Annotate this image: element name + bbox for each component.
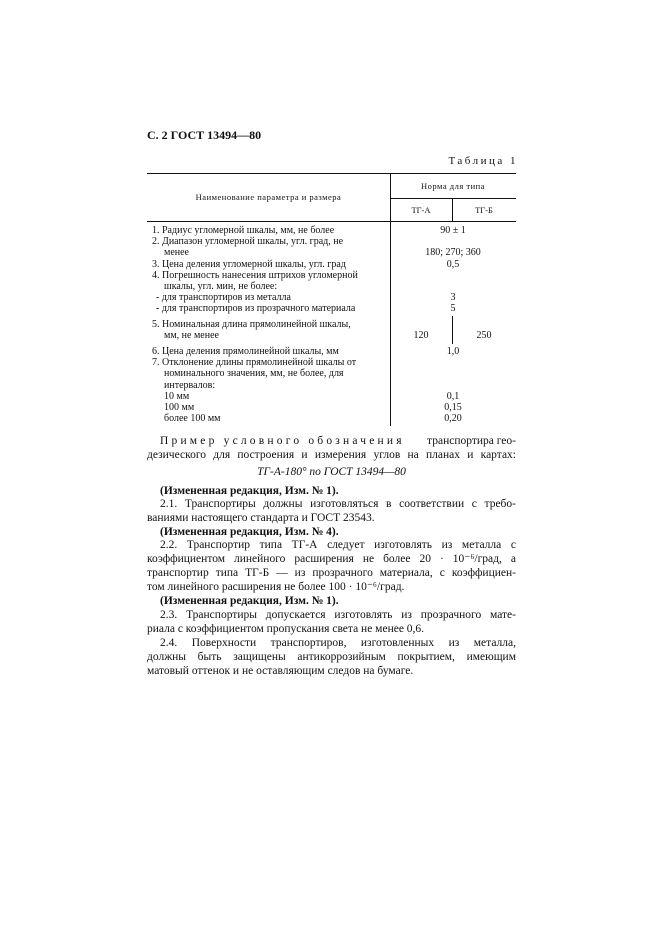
paragraph-line: должны быть защищены антикоррозийным покрытием, имеющим [147, 651, 516, 663]
value: 0,1 [446, 391, 460, 402]
paragraph-line: 2.1. Транспортиры должны изготовляться в соответствии с требо- [160, 498, 516, 510]
example-text: дезического для построения и измерения углов на планах и картах: [147, 449, 516, 461]
paragraph-line: риала с коэффициентом пропускания света не менее 0,6. [147, 623, 425, 635]
value: 250 [476, 330, 492, 341]
page-header: С. 2 ГОСТ 13494—80 [147, 128, 262, 142]
value: 1,0 [446, 346, 460, 357]
row-label: 10 мм [164, 391, 190, 402]
value: 120 [413, 330, 429, 341]
col-header-norm: Норма для типа [421, 181, 485, 191]
row-label: 7. Отклонение длины прямолинейной шкалы от [152, 357, 357, 368]
row-label: интервалов: [164, 380, 216, 391]
row-label: 2. Диапазон угломерной шкалы, угл. град, не [152, 236, 344, 247]
value: 5 [450, 303, 456, 314]
paragraph-line: 2.3. Транспортиры допускается изготовлять из прозрачного мате- [160, 609, 516, 621]
paragraph-line: 2.2. Транспортир типа ТГ-А следует изготовлять из металла с [160, 539, 516, 551]
table-caption: Таблица 1 [448, 155, 518, 167]
value: 3 [450, 292, 456, 303]
paragraph-line: 2.4. Поверхности транспортиров, изготовленных из металла, [160, 637, 516, 649]
col-header-tg-a: ТГ-А [411, 205, 431, 215]
row-label: 4. Погрешность нанесения штрихов угломерной [152, 270, 358, 281]
paragraph-line: том линейного расширения не более 100 · 10⁻⁶/град. [147, 581, 405, 593]
row-label: более 100 мм [164, 413, 221, 424]
row-label: менее [164, 247, 189, 258]
value: 90 ± 1 [440, 225, 466, 236]
row-label: 3. Цена деления угломерной шкалы, угл. град [152, 259, 346, 270]
amendment-note: (Измененная редакция, Изм. № 1). [160, 485, 339, 497]
row-label: - для транспортиров из прозрачного материала [156, 303, 356, 314]
paragraph-line: транспортир типа ТГ-Б — из прозрачного материала, с коэффициен- [147, 567, 516, 579]
row-label: 6. Цена деления прямолинейной шкалы, мм [152, 346, 339, 357]
amendment-note: (Измененная редакция, Изм. № 4). [160, 526, 339, 538]
example-text: транспортира гео- [427, 435, 516, 447]
example-heading: Пример условного обозначения [160, 435, 405, 447]
paragraph-line: ваниями настоящего стандарта и ГОСТ 23543. [147, 512, 375, 524]
row-label: мм, не менее [164, 330, 219, 341]
col-header-tg-b: ТГ-Б [475, 205, 493, 215]
row-label: 1. Радиус угломерной шкалы, мм, не более [152, 225, 335, 236]
value: 0,5 [446, 259, 460, 270]
amendment-note: (Измененная редакция, Изм. № 1). [160, 595, 339, 607]
row-label: 100 мм [164, 402, 195, 413]
row-label: шкалы, угл. мин, не более: [164, 281, 278, 292]
row-label: - для транспортиров из металла [156, 292, 291, 303]
designation: ТГ-А-180° по ГОСТ 13494—80 [257, 466, 406, 478]
value: 0,15 [444, 402, 462, 413]
row-label: 5. Номинальная длина прямолинейной шкалы, [152, 319, 351, 330]
paragraph-line: матовый оттенок и не оставляющим следов на бумаге. [147, 665, 414, 677]
col-header-param: Наименование параметра и размера [195, 192, 342, 202]
value: 180; 270; 360 [425, 247, 481, 258]
paragraph-line: коэффициентом линейного расширения не более 20 · 10⁻⁶/град, а [147, 553, 516, 565]
value: 0,20 [444, 413, 462, 424]
row-label: номинального значения, мм, не более, для [164, 368, 344, 379]
